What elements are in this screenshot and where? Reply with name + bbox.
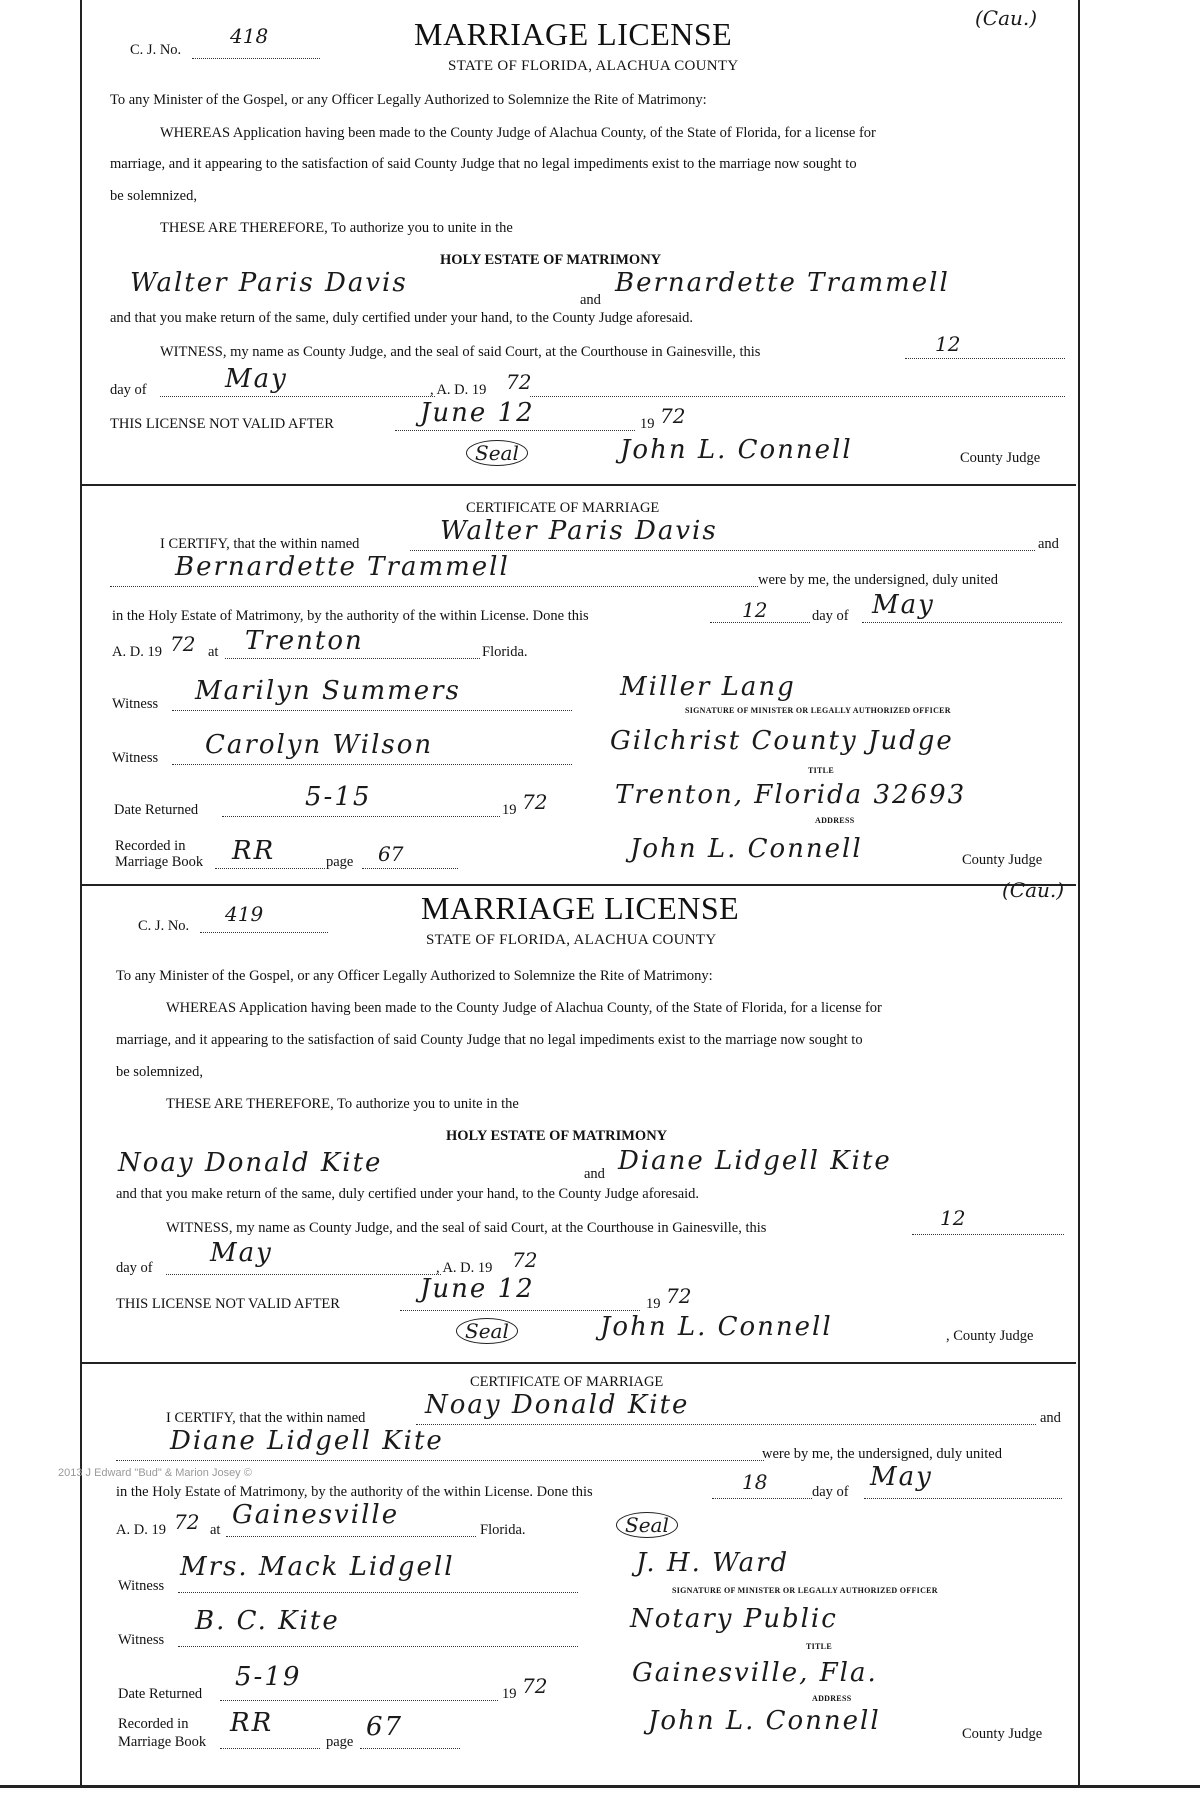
therefore-line: THESE ARE THEREFORE, To authorize you to unite in the bbox=[166, 1096, 519, 1112]
and-label: and bbox=[584, 1166, 605, 1182]
page-line bbox=[362, 868, 458, 869]
done-month-line bbox=[862, 622, 1062, 623]
witness-2-name: Carolyn Wilson bbox=[205, 730, 434, 760]
recorded-in-label: Recorded in bbox=[115, 838, 186, 854]
certify-label: I CERTIFY, that the within named bbox=[166, 1410, 366, 1426]
cert-groom-name: Walter Paris Davis bbox=[440, 516, 718, 546]
united-label: were by me, the undersigned, duly united bbox=[762, 1446, 1002, 1462]
witness-2-line bbox=[178, 1646, 578, 1647]
date-returned: 5-19 bbox=[235, 1662, 302, 1692]
date-returned-year: 72 bbox=[522, 790, 548, 814]
date-returned: 5-15 bbox=[305, 782, 372, 812]
whereas-line-1: WHEREAS Application having been made to the County Judge of Alachua County, of the State of Florida, for a license for bbox=[166, 1000, 882, 1016]
florida-label: Florida. bbox=[482, 644, 528, 660]
cert-groom-name: Noay Donald Kite bbox=[425, 1390, 690, 1420]
witness-1-line bbox=[178, 1592, 578, 1593]
cert-bride-line bbox=[110, 586, 758, 587]
witness-day-line bbox=[912, 1234, 1064, 1235]
license-subtitle: STATE OF FLORIDA, ALACHUA COUNTY bbox=[426, 932, 717, 948]
certify-label: I CERTIFY, that the within named bbox=[160, 536, 360, 552]
final-judge-signature: John L. Connell bbox=[648, 1706, 881, 1736]
officer-signature: Miller Lang bbox=[620, 672, 796, 702]
witness-day-line bbox=[905, 358, 1065, 359]
judge-seal: Seal bbox=[456, 1318, 518, 1344]
section-divider bbox=[82, 1362, 1076, 1364]
witness-1-label: Witness bbox=[118, 1578, 165, 1594]
page-line bbox=[360, 1748, 460, 1749]
bride-name: Diane Lidgell Kite bbox=[618, 1146, 892, 1176]
day-of-label: day of bbox=[110, 382, 147, 398]
marriage-place: Gainesville bbox=[232, 1500, 400, 1530]
place-line bbox=[225, 658, 480, 659]
date-returned-19: 19 bbox=[502, 802, 517, 818]
cj-label: C. J. No. bbox=[138, 918, 190, 934]
license-year: 72 bbox=[512, 1248, 538, 1272]
groom-name: Walter Paris Davis bbox=[130, 268, 408, 298]
holy-estate-line: in the Holy Estate of Matrimony, by the authority of the within License. Done this bbox=[112, 608, 589, 624]
holy-estate-line: in the Holy Estate of Matrimony, by the authority of the within License. Done this bbox=[116, 1484, 593, 1500]
ad-label: , A. D. 19 bbox=[436, 1260, 493, 1276]
witness-2-name: B. C. Kite bbox=[195, 1606, 340, 1636]
witness-2-line bbox=[172, 764, 572, 765]
ad2-label: A. D. 19 bbox=[112, 644, 162, 660]
license-title: MARRIAGE LICENSE bbox=[421, 890, 740, 926]
officer-signature: J. H. Ward bbox=[636, 1548, 790, 1578]
cj-number-line bbox=[200, 932, 328, 933]
witness-line: WITNESS, my name as County Judge, and the seal of said Court, at the Courthouse in Gainesville, this bbox=[160, 344, 761, 360]
not-valid-year: 72 bbox=[666, 1284, 692, 1308]
page-border-left bbox=[80, 0, 82, 1785]
done-day: 18 bbox=[742, 1470, 768, 1494]
page-border-right bbox=[1078, 0, 1080, 1785]
holy-estate-heading: HOLY ESTATE OF MATRIMONY bbox=[440, 252, 662, 268]
recorded-in-label: Recorded in bbox=[118, 1716, 189, 1732]
officer-seal: Seal bbox=[616, 1512, 678, 1538]
witness-day: 12 bbox=[940, 1206, 966, 1230]
not-valid-year: 72 bbox=[660, 404, 686, 428]
witness-2-label: Witness bbox=[112, 750, 159, 766]
corner-note: (Cau.) bbox=[1002, 878, 1065, 902]
officer-title: Notary Public bbox=[630, 1604, 838, 1634]
certificate-title: CERTIFICATE OF MARRIAGE bbox=[466, 500, 660, 516]
officer-address-label: ADDRESS bbox=[815, 816, 855, 825]
officer-title-label: TITLE bbox=[806, 1642, 832, 1651]
cert-and-label: and bbox=[1038, 536, 1059, 552]
date-returned-line bbox=[220, 1700, 498, 1701]
ad2-year: 72 bbox=[170, 632, 196, 656]
address-line: To any Minister of the Gospel, or any Officer Legally Authorized to Solemnize the Rite of Matrimony: bbox=[116, 968, 713, 984]
address-line: To any Minister of the Gospel, or any Officer Legally Authorized to Solemnize the Rite of Matrimony: bbox=[110, 92, 707, 108]
book-line bbox=[220, 1748, 320, 1749]
day-of-label: day of bbox=[116, 1260, 153, 1276]
marriage-book-label: Marriage Book bbox=[115, 854, 204, 870]
corner-note: (Cau.) bbox=[975, 6, 1038, 30]
page-border-bottom bbox=[0, 1785, 1200, 1788]
done-day-of-label: day of bbox=[812, 1484, 849, 1500]
ad2-year: 72 bbox=[174, 1510, 200, 1534]
cj-number: 418 bbox=[230, 24, 269, 48]
return-line: and that you make return of the same, duly certified under your hand, to the County Judge aforesaid. bbox=[116, 1186, 700, 1202]
officer-signature-label: SIGNATURE OF MINISTER OR LEGALLY AUTHORIZED OFFICER bbox=[685, 706, 951, 715]
page-number: 67 bbox=[378, 842, 404, 866]
done-day-of-label: day of bbox=[812, 608, 849, 624]
month-line bbox=[160, 396, 435, 397]
officer-address-label: ADDRESS bbox=[812, 1694, 852, 1703]
not-valid-label: THIS LICENSE NOT VALID AFTER bbox=[116, 1296, 340, 1312]
cj-label: C. J. No. bbox=[130, 42, 182, 58]
officer-address: Gainesville, Fla. bbox=[632, 1658, 878, 1688]
marriage-book: RR bbox=[232, 836, 276, 866]
page-label: page bbox=[326, 1734, 354, 1750]
date-returned-line bbox=[222, 816, 500, 817]
certificate-title: CERTIFICATE OF MARRIAGE bbox=[470, 1374, 664, 1390]
officer-title: Gilchrist County Judge bbox=[610, 726, 954, 756]
book-line bbox=[215, 868, 325, 869]
license-month: May bbox=[210, 1238, 273, 1268]
month-line bbox=[166, 1274, 441, 1275]
license-year: 72 bbox=[506, 370, 532, 394]
cert-bride-name: Bernardette Trammell bbox=[175, 552, 510, 582]
cert-and-label: and bbox=[1040, 1410, 1061, 1426]
done-month-line bbox=[864, 1498, 1062, 1499]
at-label: at bbox=[208, 644, 219, 660]
marriage-book-label: Marriage Book bbox=[118, 1734, 207, 1750]
therefore-line: THESE ARE THEREFORE, To authorize you to unite in the bbox=[160, 220, 513, 236]
witness-1-name: Marilyn Summers bbox=[195, 676, 461, 706]
not-valid-line bbox=[400, 1310, 640, 1311]
page-label: page bbox=[326, 854, 354, 870]
cert-bride-line bbox=[116, 1460, 764, 1461]
witness-line: WITNESS, my name as County Judge, and the seal of said Court, at the Courthouse in Gainesville, this bbox=[166, 1220, 767, 1236]
united-label: were by me, the undersigned, duly united bbox=[758, 572, 998, 588]
date-returned-label: Date Returned bbox=[114, 802, 199, 818]
license-divider bbox=[82, 884, 1076, 886]
whereas-line-1: WHEREAS Application having been made to the County Judge of Alachua County, of the State of Florida, for a license for bbox=[160, 125, 876, 141]
ad-label: , A. D. 19 bbox=[430, 382, 487, 398]
cj-number: 419 bbox=[225, 902, 264, 926]
done-day: 12 bbox=[742, 598, 768, 622]
officer-address: Trenton, Florida 32693 bbox=[615, 780, 967, 810]
witness-day: 12 bbox=[935, 332, 961, 356]
final-judge-signature: John L. Connell bbox=[630, 834, 863, 864]
holy-estate-heading: HOLY ESTATE OF MATRIMONY bbox=[446, 1128, 668, 1144]
not-valid-date: June 12 bbox=[420, 1274, 535, 1304]
cert-groom-line bbox=[410, 550, 1035, 551]
not-valid-year-label: 19 bbox=[640, 416, 655, 432]
officer-signature-label: SIGNATURE OF MINISTER OR LEGALLY AUTHORIZED OFFICER bbox=[672, 1586, 938, 1595]
final-county-judge-label: County Judge bbox=[962, 852, 1043, 868]
at-label: at bbox=[210, 1522, 221, 1538]
witness-1-label: Witness bbox=[112, 696, 159, 712]
county-judge-label: County Judge bbox=[960, 450, 1041, 466]
date-returned-label: Date Returned bbox=[118, 1686, 203, 1702]
done-day-line bbox=[712, 1498, 812, 1499]
not-valid-date: June 12 bbox=[420, 398, 535, 428]
cj-number-line bbox=[192, 58, 320, 59]
groom-name: Noay Donald Kite bbox=[118, 1148, 383, 1178]
witness-1-line bbox=[172, 710, 572, 711]
cert-bride-name: Diane Lidgell Kite bbox=[170, 1426, 444, 1456]
witness-1-name: Mrs. Mack Lidgell bbox=[180, 1552, 455, 1582]
done-day-line bbox=[710, 622, 810, 623]
date-returned-year: 72 bbox=[522, 1674, 548, 1698]
done-month: May bbox=[872, 590, 935, 620]
county-judge-label: , County Judge bbox=[946, 1328, 1034, 1344]
bride-name: Bernardette Trammell bbox=[615, 268, 950, 298]
license-subtitle: STATE OF FLORIDA, ALACHUA COUNTY bbox=[448, 58, 739, 74]
final-county-judge-label: County Judge bbox=[962, 1726, 1043, 1742]
judge-signature: John L. Connell bbox=[620, 435, 853, 465]
judge-seal: Seal bbox=[466, 440, 528, 466]
officer-title-label: TITLE bbox=[808, 766, 834, 775]
copyright-watermark: 2013 J Edward "Bud" & Marion Josey © bbox=[58, 1467, 252, 1479]
license-month: May bbox=[225, 364, 288, 394]
place-line bbox=[226, 1536, 476, 1537]
date-returned-19: 19 bbox=[502, 1686, 517, 1702]
and-label: and bbox=[580, 292, 601, 308]
license-title: MARRIAGE LICENSE bbox=[414, 16, 733, 52]
ad-line bbox=[530, 396, 1065, 397]
florida-label: Florida. bbox=[480, 1522, 526, 1538]
marriage-place: Trenton bbox=[245, 626, 364, 656]
ad2-label: A. D. 19 bbox=[116, 1522, 166, 1538]
not-valid-line bbox=[395, 430, 635, 431]
not-valid-year-label: 19 bbox=[646, 1296, 661, 1312]
whereas-line-3: be solemnized, bbox=[116, 1064, 203, 1080]
whereas-line-2: marriage, and it appearing to the satisfaction of said County Judge that no legal impediments exist to the marriage now sought to bbox=[116, 1032, 863, 1048]
marriage-book: RR bbox=[230, 1708, 274, 1738]
return-line: and that you make return of the same, duly certified under your hand, to the County Judge aforesaid. bbox=[110, 310, 694, 326]
judge-signature: John L. Connell bbox=[600, 1312, 833, 1342]
done-month: May bbox=[870, 1462, 933, 1492]
whereas-line-2: marriage, and it appearing to the satisfaction of said County Judge that no legal impediments exist to the marriage now sought to bbox=[110, 156, 857, 172]
not-valid-label: THIS LICENSE NOT VALID AFTER bbox=[110, 416, 334, 432]
whereas-line-3: be solemnized, bbox=[110, 188, 197, 204]
cert-groom-line bbox=[416, 1424, 1036, 1425]
witness-2-label: Witness bbox=[118, 1632, 165, 1648]
page-number: 67 bbox=[366, 1712, 404, 1742]
section-divider bbox=[82, 484, 1076, 486]
